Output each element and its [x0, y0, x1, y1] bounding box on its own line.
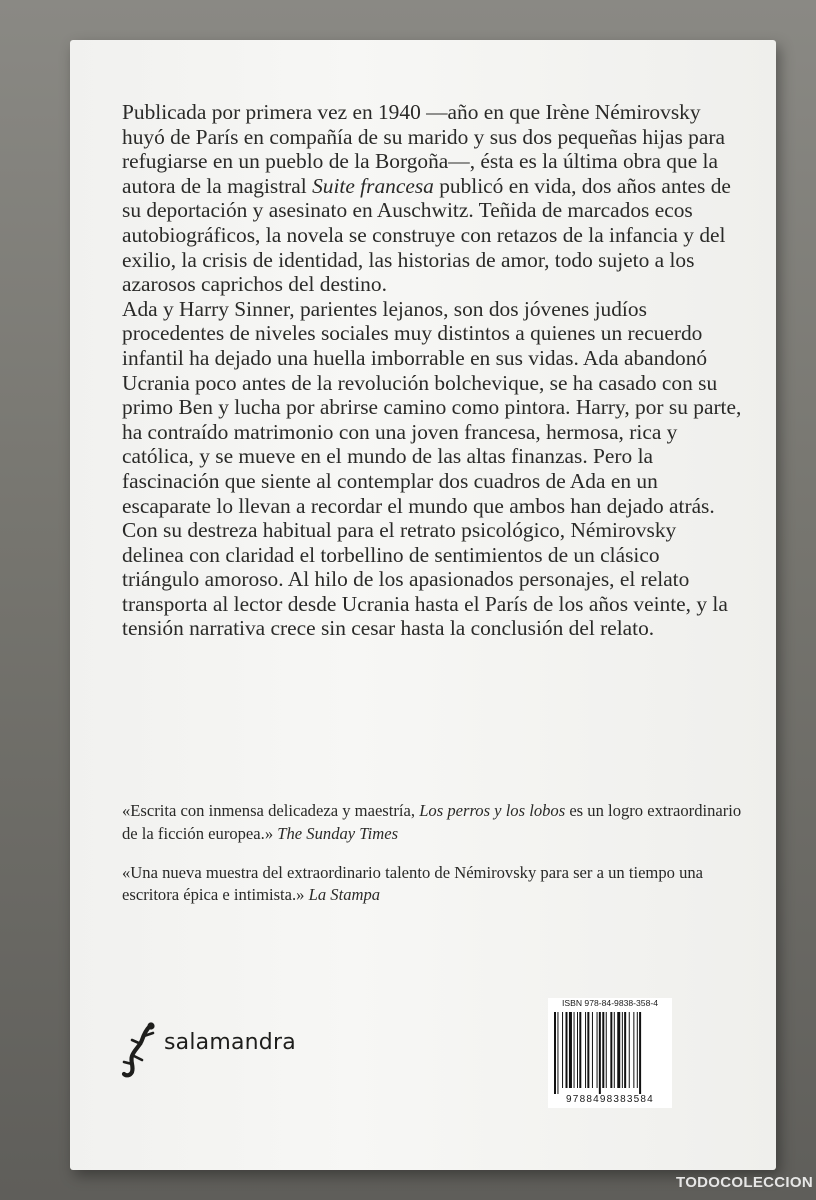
quote-source: The Sunday Times — [277, 823, 399, 843]
quote-text: «Una nueva muestra del extraordinario talento de Némirovsky para ser a un tiempo una escritora épica e intimista.» — [122, 862, 704, 905]
barcode-icon — [548, 1012, 672, 1094]
publisher-logo — [120, 1020, 340, 1080]
quote-source: La Stampa — [308, 885, 381, 905]
barcode-area — [548, 998, 672, 1108]
publisher-name: salamandra — [164, 1030, 296, 1055]
watermark: TODOCOLECCION — [676, 1174, 813, 1191]
synopsis-paragraph-1 — [122, 100, 742, 297]
synopsis-paragraph-3: Con su destreza habitual para el retrato psicológico, Némirovsky delinea con claridad el torbellino de sentimientos de un clásico triángulo amoroso. Al hilo de los apasionados personajes, el relato transporta al lector desde Ucrania hasta el París de los años veinte, y la tensión narrativa crece sin cesar hasta la conclusión del relato. — [122, 518, 728, 641]
synopsis-text: publicó en vida, dos años antes de su deportación y asesinato en Auschwitz. Teñida de marcados ecos autobiográficos, la novela se construye con retazos de la infancia y del exilio, la crisis de identidad, las historias de amor, todo sujeto a los azarosos caprichos del destino. — [122, 173, 731, 297]
review-quote — [122, 862, 742, 908]
barcode-number: 9788498383584 — [566, 1094, 654, 1105]
synopsis-paragraph-2: Ada y Harry Sinner, parientes lejanos, son dos jóvenes judíos procedentes de niveles sociales muy distintos a quienes un recuerdo infantil ha dejado una huella imborrable en sus vidas. Ada abandonó Ucrania poco antes de la revolución bolchevique, se ha casado con su primo Ben y lucha por abrirse camino como pintora. Harry, por su parte, ha contraído matrimonio con una joven francesa, hermosa, rica y católica, y se mueve en el mundo de las altas finanzas. Pero la fascinación que siente al contemplar dos cuadros de Ada en un escaparate lo llevan a recordar el mundo que ambos han dejado atrás. — [122, 296, 742, 518]
review-quote — [122, 800, 742, 846]
isbn-label: ISBN 978-84-9838-358-4 — [561, 998, 659, 1008]
quote-text: «Escrita con inmensa delicadeza y maestría, — [122, 801, 420, 820]
synopsis-text: Publicada por primera vez en 1940 —año en que Irène Némirovsky huyó de París en compañía de su marido y sus dos pequeñas hijas para refugiarse en un pueblo de la Borgoña—, ésta es la última obra que la autora de la magistral — [122, 100, 725, 198]
synopsis — [122, 100, 742, 641]
book-back-cover — [70, 40, 776, 1170]
quote-book-title: Los perros y los lobos — [419, 801, 566, 820]
salamander-icon — [120, 1020, 162, 1080]
book-title-reference: Suite francesa — [312, 173, 434, 198]
review-quotes — [122, 800, 742, 923]
quote-text: es un logro extraordinario de la ficción europea.» — [122, 801, 742, 843]
